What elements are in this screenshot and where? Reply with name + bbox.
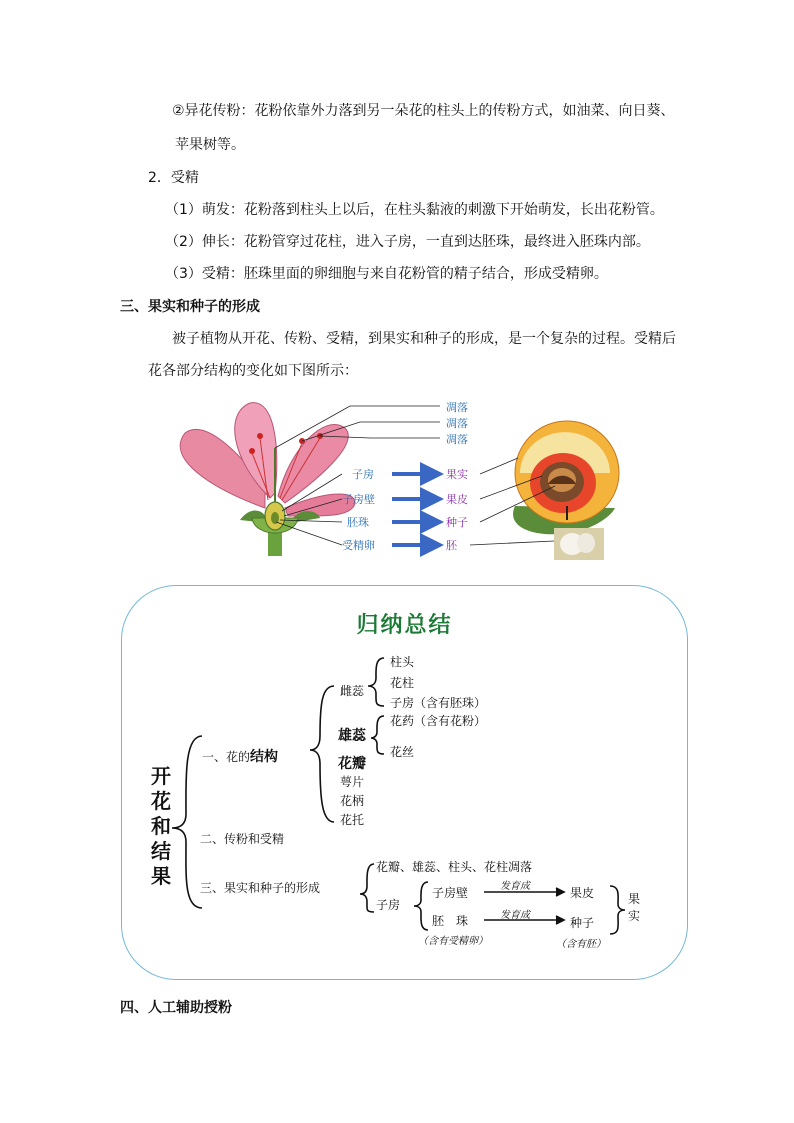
- peel-label: 果皮: [446, 493, 468, 506]
- zygote-label: 受精卵: [342, 539, 375, 552]
- fruit-label: 果实: [446, 468, 468, 481]
- text-line: （3）受精：胚珠里面的卵细胞与来自花粉管的精子结合，形成受精卵。: [165, 266, 608, 282]
- text-line: （2）伸长：花粉管穿过花柱，进入子房，一直到达胚珠，最终进入胚珠内部。: [165, 234, 650, 250]
- root-char: 和: [151, 814, 171, 838]
- stamen-part: 花药（含有花粉）: [390, 714, 487, 728]
- fruit-char: 实: [628, 909, 641, 923]
- ovary-text: 子房: [376, 898, 401, 912]
- summary-braces: [122, 586, 687, 979]
- peel-text: 果皮: [570, 886, 595, 900]
- ovary-wall-text: 子房壁: [432, 886, 469, 900]
- fruit-char: 果: [628, 892, 641, 906]
- branch-structure-emph: 结构: [250, 749, 279, 765]
- flower-fruit-figure: [170, 398, 630, 563]
- text-line: 苹果树等。: [175, 137, 245, 153]
- embryo-label: 胚: [446, 539, 457, 552]
- ovary-wall-label: 子房壁: [342, 493, 375, 506]
- other-part: 花柄: [340, 794, 365, 808]
- wither-label: 凋落: [446, 417, 468, 430]
- seed-label: 种子: [446, 516, 468, 529]
- text-line: 被子植物从开花、传粉、受精，到果实和种子的形成，是一个复杂的过程。受精后: [172, 331, 676, 347]
- branch-pollination: 二、传粉和受精: [200, 832, 285, 846]
- pistil-part: 子房（含有胚珠）: [390, 696, 487, 710]
- ovule-label: 胚珠: [347, 516, 369, 529]
- ovule-note: （含有受精卵）: [418, 936, 488, 947]
- branch-structure-prefix: 一、花的: [202, 750, 251, 764]
- text-line: （1）萌发：花粉落到柱头上以后，在柱头黏液的刺激下开始萌发，长出花粉管。: [165, 202, 664, 218]
- root-char: 开: [151, 764, 171, 788]
- stamen-label: 雄蕊: [338, 728, 366, 744]
- ovary-label: 子房: [352, 468, 374, 481]
- other-part: 花托: [340, 813, 365, 827]
- pistil-part: 花柱: [390, 676, 415, 690]
- seed-text: 种子: [570, 916, 595, 930]
- root-char: 果: [151, 864, 171, 888]
- develop-label: 发育成: [500, 910, 530, 921]
- section-heading: 三、果实和种子的形成: [120, 299, 260, 315]
- other-part: 萼片: [340, 775, 365, 789]
- summary-box: [121, 585, 688, 980]
- branch-fruit: 三、果实和种子的形成: [200, 881, 321, 895]
- pistil-part: 柱头: [390, 655, 415, 669]
- pistil-label: 雌蕊: [340, 684, 365, 698]
- root-char: 花: [151, 789, 171, 813]
- petal-label: 花瓣: [338, 756, 366, 772]
- subheading: 2．受精: [148, 170, 199, 186]
- fall-off-text: 花瓣、雄蕊、柱头、花柱凋落: [376, 860, 533, 874]
- summary-title: 归纳总结: [356, 613, 453, 638]
- root-char: 结: [151, 839, 171, 863]
- stamen-part: 花丝: [390, 745, 415, 759]
- section-heading: 四、人工辅助授粉: [120, 1000, 232, 1016]
- branch-structure: [202, 746, 278, 766]
- text-line: ②异花传粉：花粉依靠外力落到另一朵花的柱头上的传粉方式，如油菜、向日葵、: [172, 103, 675, 119]
- seed-note: （含有胚）: [556, 939, 606, 950]
- wither-label: 凋落: [446, 433, 468, 446]
- ovule-text: 胚 珠: [432, 914, 469, 928]
- text-line: 花各部分结构的变化如下图所示：: [148, 363, 358, 379]
- wither-label: 凋落: [446, 401, 468, 414]
- flower-illustration: [170, 398, 630, 563]
- develop-label: 发育成: [500, 881, 530, 892]
